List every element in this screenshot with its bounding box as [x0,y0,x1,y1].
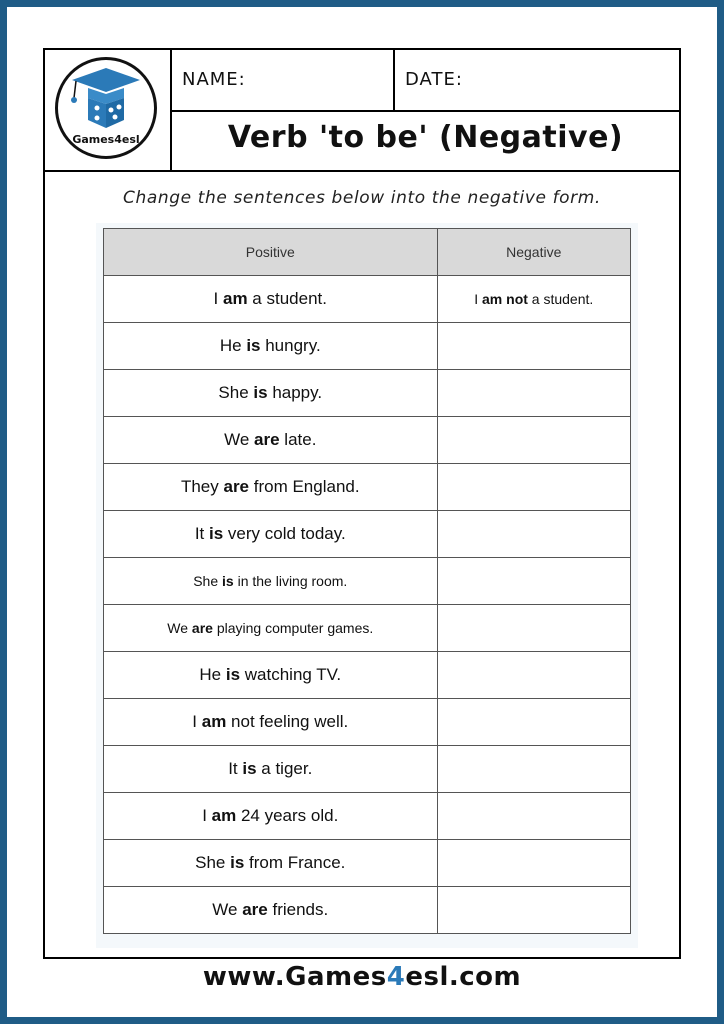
negative-answer-blank[interactable] [437,464,630,511]
positive-cell [104,652,438,699]
table-row [104,652,631,699]
positive-sentence-pre: I [192,712,202,731]
positive-sentence-verb: is [246,336,261,355]
positive-cell [104,793,438,840]
graduation-dice-icon [58,62,154,132]
negative-answer-blank[interactable] [437,793,630,840]
footer-url [0,962,724,992]
positive-sentence-verb: is [222,573,234,589]
exercise-table-wrap [96,223,638,948]
positive-sentence-verb: are [191,620,213,636]
positive-sentence-post: hungry. [260,336,321,355]
positive-sentence-verb: am [211,806,237,825]
positive-sentence-post: happy. [267,383,323,402]
table-row [104,840,631,887]
column-header-positive: Positive [104,229,438,276]
positive-cell [104,605,438,652]
positive-cell [104,840,438,887]
page-title: Verb 'to be' (Negative) [227,120,624,155]
logo-text: Games4esl [72,133,140,146]
positive-sentence-verb: am [201,712,227,731]
negative-answer-blank[interactable] [437,887,630,934]
positive-sentence-pre: It [228,759,243,778]
negative-answer-blank[interactable] [437,511,630,558]
table-row [104,746,631,793]
negative-sentence-verb: am not [482,291,528,307]
positive-sentence-post: from England. [249,477,360,496]
positive-cell [104,417,438,464]
date-label: DATE: [405,69,463,90]
negative-answer-blank[interactable] [437,558,630,605]
worksheet [43,48,681,959]
footer-url-suffix: esl.com [405,962,522,992]
positive-cell [104,276,438,323]
table-row [104,699,631,746]
positive-sentence-post: not feeling well. [226,712,349,731]
positive-sentence-verb: is [230,853,245,872]
table-row [104,370,631,417]
table-row [104,793,631,840]
negative-answer-blank[interactable] [437,840,630,887]
positive-sentence-pre: We [167,620,192,636]
table-row [104,605,631,652]
positive-sentence-verb: is [225,665,241,684]
positive-sentence-pre: He [219,336,247,355]
positive-cell [104,558,438,605]
table-row [104,558,631,605]
positive-sentence-verb: am [223,289,248,308]
positive-sentence-post: playing computer games. [212,620,374,636]
positive-sentence-post: watching TV. [240,665,342,684]
positive-sentence-pre: She [218,383,254,402]
footer-url-prefix: www.Games [202,962,387,992]
positive-sentence-post: in the living room. [233,573,348,589]
negative-cell [437,276,630,323]
positive-sentence-verb: are [223,477,250,496]
negative-answer-blank[interactable] [437,605,630,652]
negative-answer-blank[interactable] [437,370,630,417]
positive-sentence-pre: They [180,477,224,496]
table-row [104,464,631,511]
positive-cell [104,746,438,793]
positive-sentence-pre: We [212,900,243,919]
negative-sentence-post: a student. [527,291,594,307]
games4esl-logo [55,57,157,159]
table-row [104,887,631,934]
negative-answer-blank[interactable] [437,746,630,793]
date-field[interactable] [395,50,679,112]
negative-sentence-pre: I [474,291,483,307]
instruction-text: Change the sentences below into the negative form. [123,188,601,208]
table-header-row [104,229,631,276]
footer-url-accent: 4 [386,962,406,992]
positive-sentence-pre: She [193,573,223,589]
positive-sentence-post: from France. [244,853,346,872]
positive-sentence-verb: are [242,900,268,919]
positive-sentence-post: 24 years old. [236,806,339,825]
table-row [104,417,631,464]
logo-cell [45,50,172,170]
positive-sentence-post: very cold today. [223,524,346,543]
positive-sentence-post: friends. [267,900,329,919]
positive-sentence-verb: are [254,430,280,449]
name-label: NAME: [182,69,246,90]
worksheet-header [45,50,679,172]
positive-cell [104,464,438,511]
positive-sentence-post: a tiger. [256,759,313,778]
table-row [104,323,631,370]
positive-cell [104,511,438,558]
positive-cell [104,370,438,417]
negative-answer-blank[interactable] [437,323,630,370]
column-header-negative: Negative [437,229,630,276]
positive-sentence-pre: It [194,524,209,543]
name-field[interactable] [172,50,395,112]
title-cell [172,112,679,170]
exercise-table [103,228,631,934]
negative-answer-blank[interactable] [437,417,630,464]
positive-cell [104,323,438,370]
positive-cell [104,699,438,746]
positive-sentence-pre: She [195,853,231,872]
positive-sentence-verb: is [242,759,257,778]
positive-sentence-post: late. [279,430,317,449]
positive-sentence-pre: I [213,289,223,308]
negative-answer-blank[interactable] [437,652,630,699]
negative-answer-blank[interactable] [437,699,630,746]
table-row [104,511,631,558]
positive-sentence-verb: is [253,383,268,402]
positive-cell [104,887,438,934]
positive-sentence-verb: is [208,524,224,543]
positive-sentence-pre: I [202,806,212,825]
positive-sentence-pre: He [199,665,226,684]
table-row [104,276,631,323]
positive-sentence-post: a student. [247,289,327,308]
positive-sentence-pre: We [224,430,255,449]
